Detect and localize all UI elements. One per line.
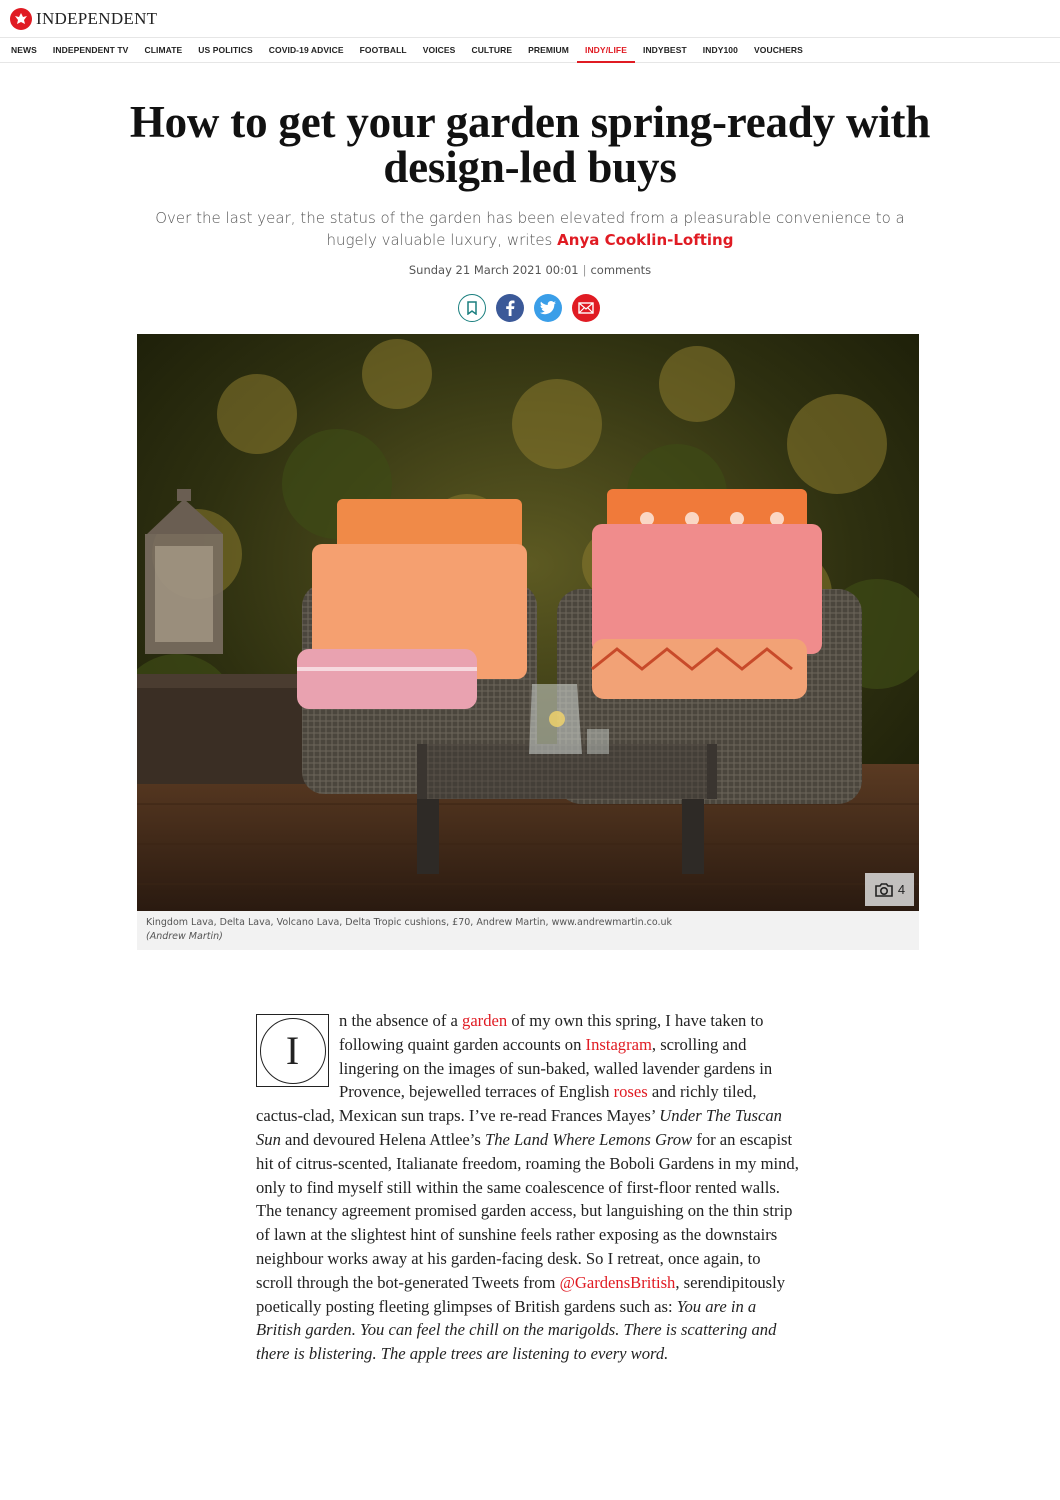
book-title: The Land Where Lemons Grow (485, 1129, 693, 1149)
nav-item-independent-tv[interactable]: INDEPENDENT TV (52, 45, 129, 55)
article-standfirst (130, 207, 930, 251)
link-roses[interactable]: roses (613, 1082, 648, 1102)
dateline-separator: | (582, 263, 587, 277)
photo-credit: (Andrew Martin) (146, 931, 223, 942)
nav-item-indy-life[interactable]: INDY/LIFE (577, 38, 635, 62)
nav-item-voices[interactable]: VOICES (422, 45, 456, 55)
bookmark-icon[interactable] (458, 294, 486, 322)
camera-icon (874, 882, 894, 898)
drop-cap-letter: I (260, 1018, 326, 1084)
nav-item-indy100[interactable]: INDY100 (702, 45, 738, 55)
nav-item-us-politics[interactable]: US POLITICS (198, 45, 253, 55)
paragraph-text: n the absence of a (339, 1011, 463, 1030)
garden-chairs-photo (137, 334, 919, 911)
article-body (256, 1009, 801, 1366)
paragraph-text: and richly tiled, cactus-clad, Mexican sun traps. I’ve re-read Frances Mayes’ (256, 1082, 757, 1126)
article-headline: How to get your garden spring-ready with design-led buys (129, 97, 931, 192)
comments-link[interactable]: comments (590, 263, 652, 277)
nav-item-news[interactable]: NEWS (11, 45, 37, 55)
nav-item-culture[interactable]: CULTURE (471, 45, 513, 55)
nav-item-football[interactable]: FOOTBALL (359, 45, 407, 55)
article-paragraph (256, 1009, 801, 1366)
masthead (0, 0, 1060, 38)
link-garden[interactable]: garden (462, 1011, 508, 1030)
gallery-count: 4 (897, 882, 906, 897)
paragraph-text: for an escapist hit of citrus-scented, Italianate freedom, roaming the Boboli Gardens in my mind, only to find myself still within the same coalescence of first-floor rented walls. The tenancy agreement promised garden access, but languishing on the thin strip of lawn at the slightest hint of sunshine feels rather exposing as the downstairs neighbour works away at his garden-facing desk. So I retreat, once again, to scroll through the bot-generated Tweets from (256, 1129, 799, 1292)
publish-date: Sunday 21 March 2021 00:01 (408, 263, 579, 277)
share-bar (458, 294, 600, 322)
main-nav (0, 38, 1060, 63)
gallery-button[interactable] (865, 873, 914, 906)
nav-item-covid-advice[interactable]: COVID-19 ADVICE (268, 45, 344, 55)
paragraph-text: and devoured Helena Attlee’s (280, 1129, 486, 1149)
author-link[interactable]: Anya Cooklin-Lofting (557, 231, 734, 249)
twitter-icon[interactable] (534, 294, 562, 322)
paragraph-text: of my own this spring, I have taken to following quaint garden accounts on (339, 1011, 764, 1054)
link-instagram[interactable]: Instagram (585, 1034, 652, 1054)
caption-text: Kingdom Lava, Delta Lava, Volcano Lava, Delta Tropic cushions, £70, Andrew Martin, www.andrewmartin.co.uk (146, 917, 673, 928)
drop-cap (256, 1014, 329, 1087)
site-logo[interactable]: INDEPENDENT (36, 8, 158, 28)
standfirst-text: Over the last year, the status of the garden has been elevated from a pleasurable convenience to a hugely valuable luxury, writes (155, 209, 905, 249)
nav-item-climate[interactable]: CLIMATE (144, 45, 183, 55)
dateline (0, 263, 1060, 277)
link-gardens-british[interactable]: @GardensBritish (559, 1272, 676, 1292)
paragraph-text: , scrolling and lingering on the images of sun-baked, walled lavender gardens in Provence, bejewelled terraces of English (339, 1034, 773, 1102)
eagle-icon[interactable] (10, 8, 32, 30)
facebook-icon[interactable] (496, 294, 524, 322)
hero-caption (137, 911, 919, 950)
paragraph-text: , serendipitously poetically posting fleeting glimpses of British gardens such as: (256, 1272, 786, 1316)
nav-item-vouchers[interactable]: VOUCHERS (753, 45, 803, 55)
book-title: Under The Tuscan Sun (256, 1106, 782, 1149)
email-icon[interactable] (572, 294, 600, 322)
nav-item-indybest[interactable]: INDYBEST (642, 45, 687, 55)
hero-image[interactable] (137, 334, 919, 911)
quoted-tweet: You are in a British garden. You can feel the chill on the marigolds. There is scattering and there is blistering. The apple trees are listening to every word. (256, 1296, 777, 1364)
nav-item-premium[interactable]: PREMIUM (528, 45, 569, 55)
